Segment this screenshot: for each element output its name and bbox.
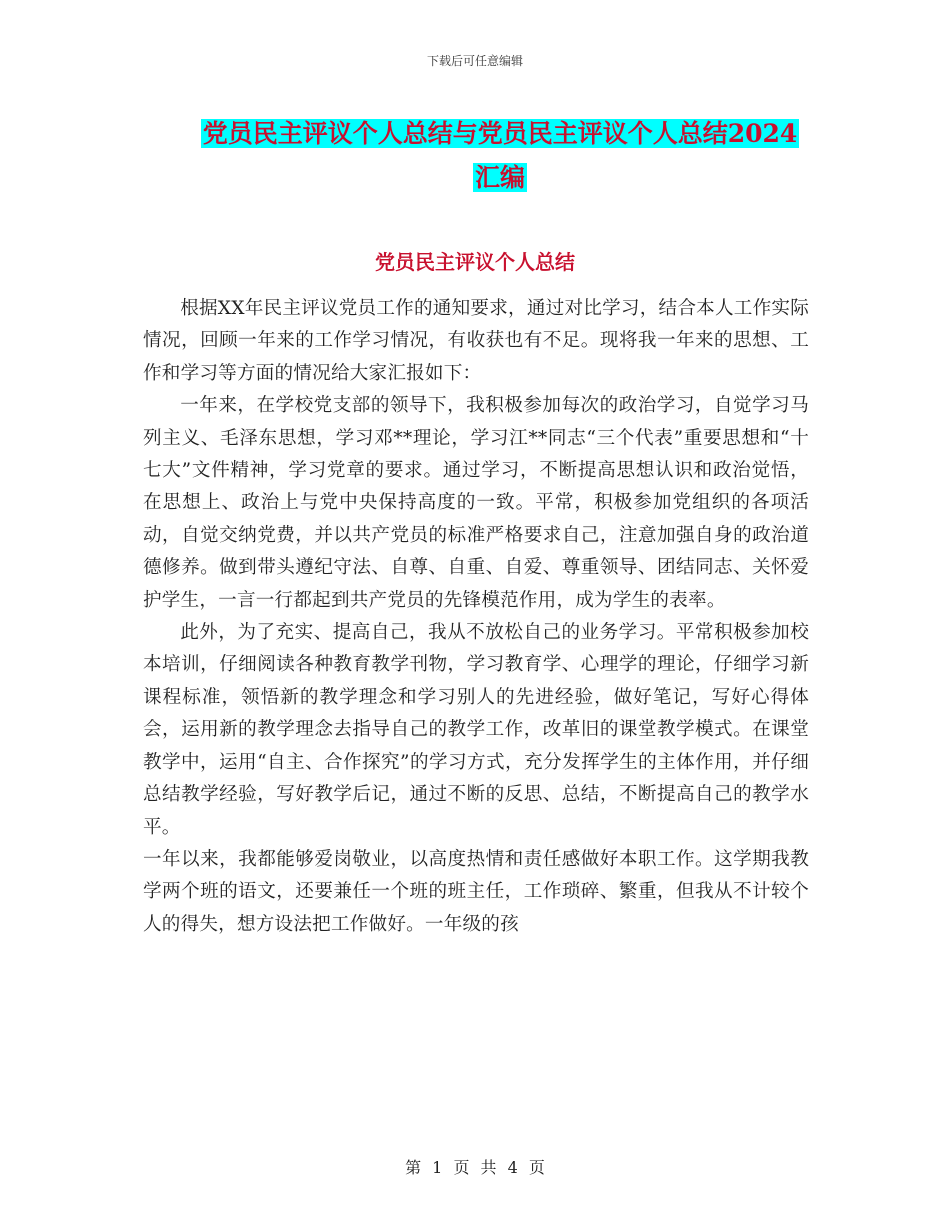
document-title xyxy=(190,112,810,200)
paragraph-3: 此外，为了充实、提高自己，我从不放松自己的业务学习。平常积极参加校本培训，仔细阅读各种教育教学刊物，学习教育学、心理学的理论，仔细学习新课程标准，领悟新的教学理念和学习别人的先进经验，做好笔记，写好心得体会，运用新的教学理念去指导自己的教学工作，改革旧的课堂教学模式。在课堂教学中，运用“自主、合作探究”的学习方式，充分发挥学生的主体作用，并仔细总结教学经验，写好教学后记，通过不断的反思、总结，不断提高自己的教学水平。 xyxy=(143,622,809,838)
page-footer: 第 1 页 共 4 页 xyxy=(405,1158,545,1177)
section-title: 党员民主评议个人总结 xyxy=(375,250,575,274)
paragraph-1: 根据XX年民主评议党员工作的通知要求，通过对比学习，结合本人工作实际情况，回顾一年来的工作学习情况，有收获也有不足。现将我一年来的思想、工作和学习等方面的情况给大家汇报如下： xyxy=(143,298,809,384)
document-body xyxy=(143,293,809,941)
header-note: 下载后可任意编辑 xyxy=(426,54,523,68)
paragraph-4: 一年以来，我都能够爱岗敬业，以高度热情和责任感做好本职工作。这学期我教学两个班的语文，还要兼任一个班的班主任，工作琐碎、繁重，但我从不计较个人的得失，想方设法把工作做好。一年级的孩 xyxy=(143,848,809,935)
document-title-line1: 党员民主评议个人总结与党员民主评议个人总结2024 xyxy=(202,119,798,148)
paragraph-2: 一年来，在学校党支部的领导下，我积极参加每次的政治学习，自觉学习马列主义、毛泽东思想，学习邓**理论，学习江**同志“三个代表”重要思想和“十七大”文件精神，学习党章的要求。通过学习，不断提高思想认识和政治觉悟，在思想上、政治上与党中央保持高度的一致。平常，积极参加党组织的各项活动，自觉交纳党费，并以共产党员的标准严格要求自己，注意加强自身的政治道德修养。做到带头遵纪守法、自尊、自重、自爱、尊重领导、团结同志、关怀爱护学生，一言一行都起到共产党员的先锋模范作用，成为学生的表率。 xyxy=(143,395,809,611)
document-title-line2: 汇编 xyxy=(474,163,525,192)
